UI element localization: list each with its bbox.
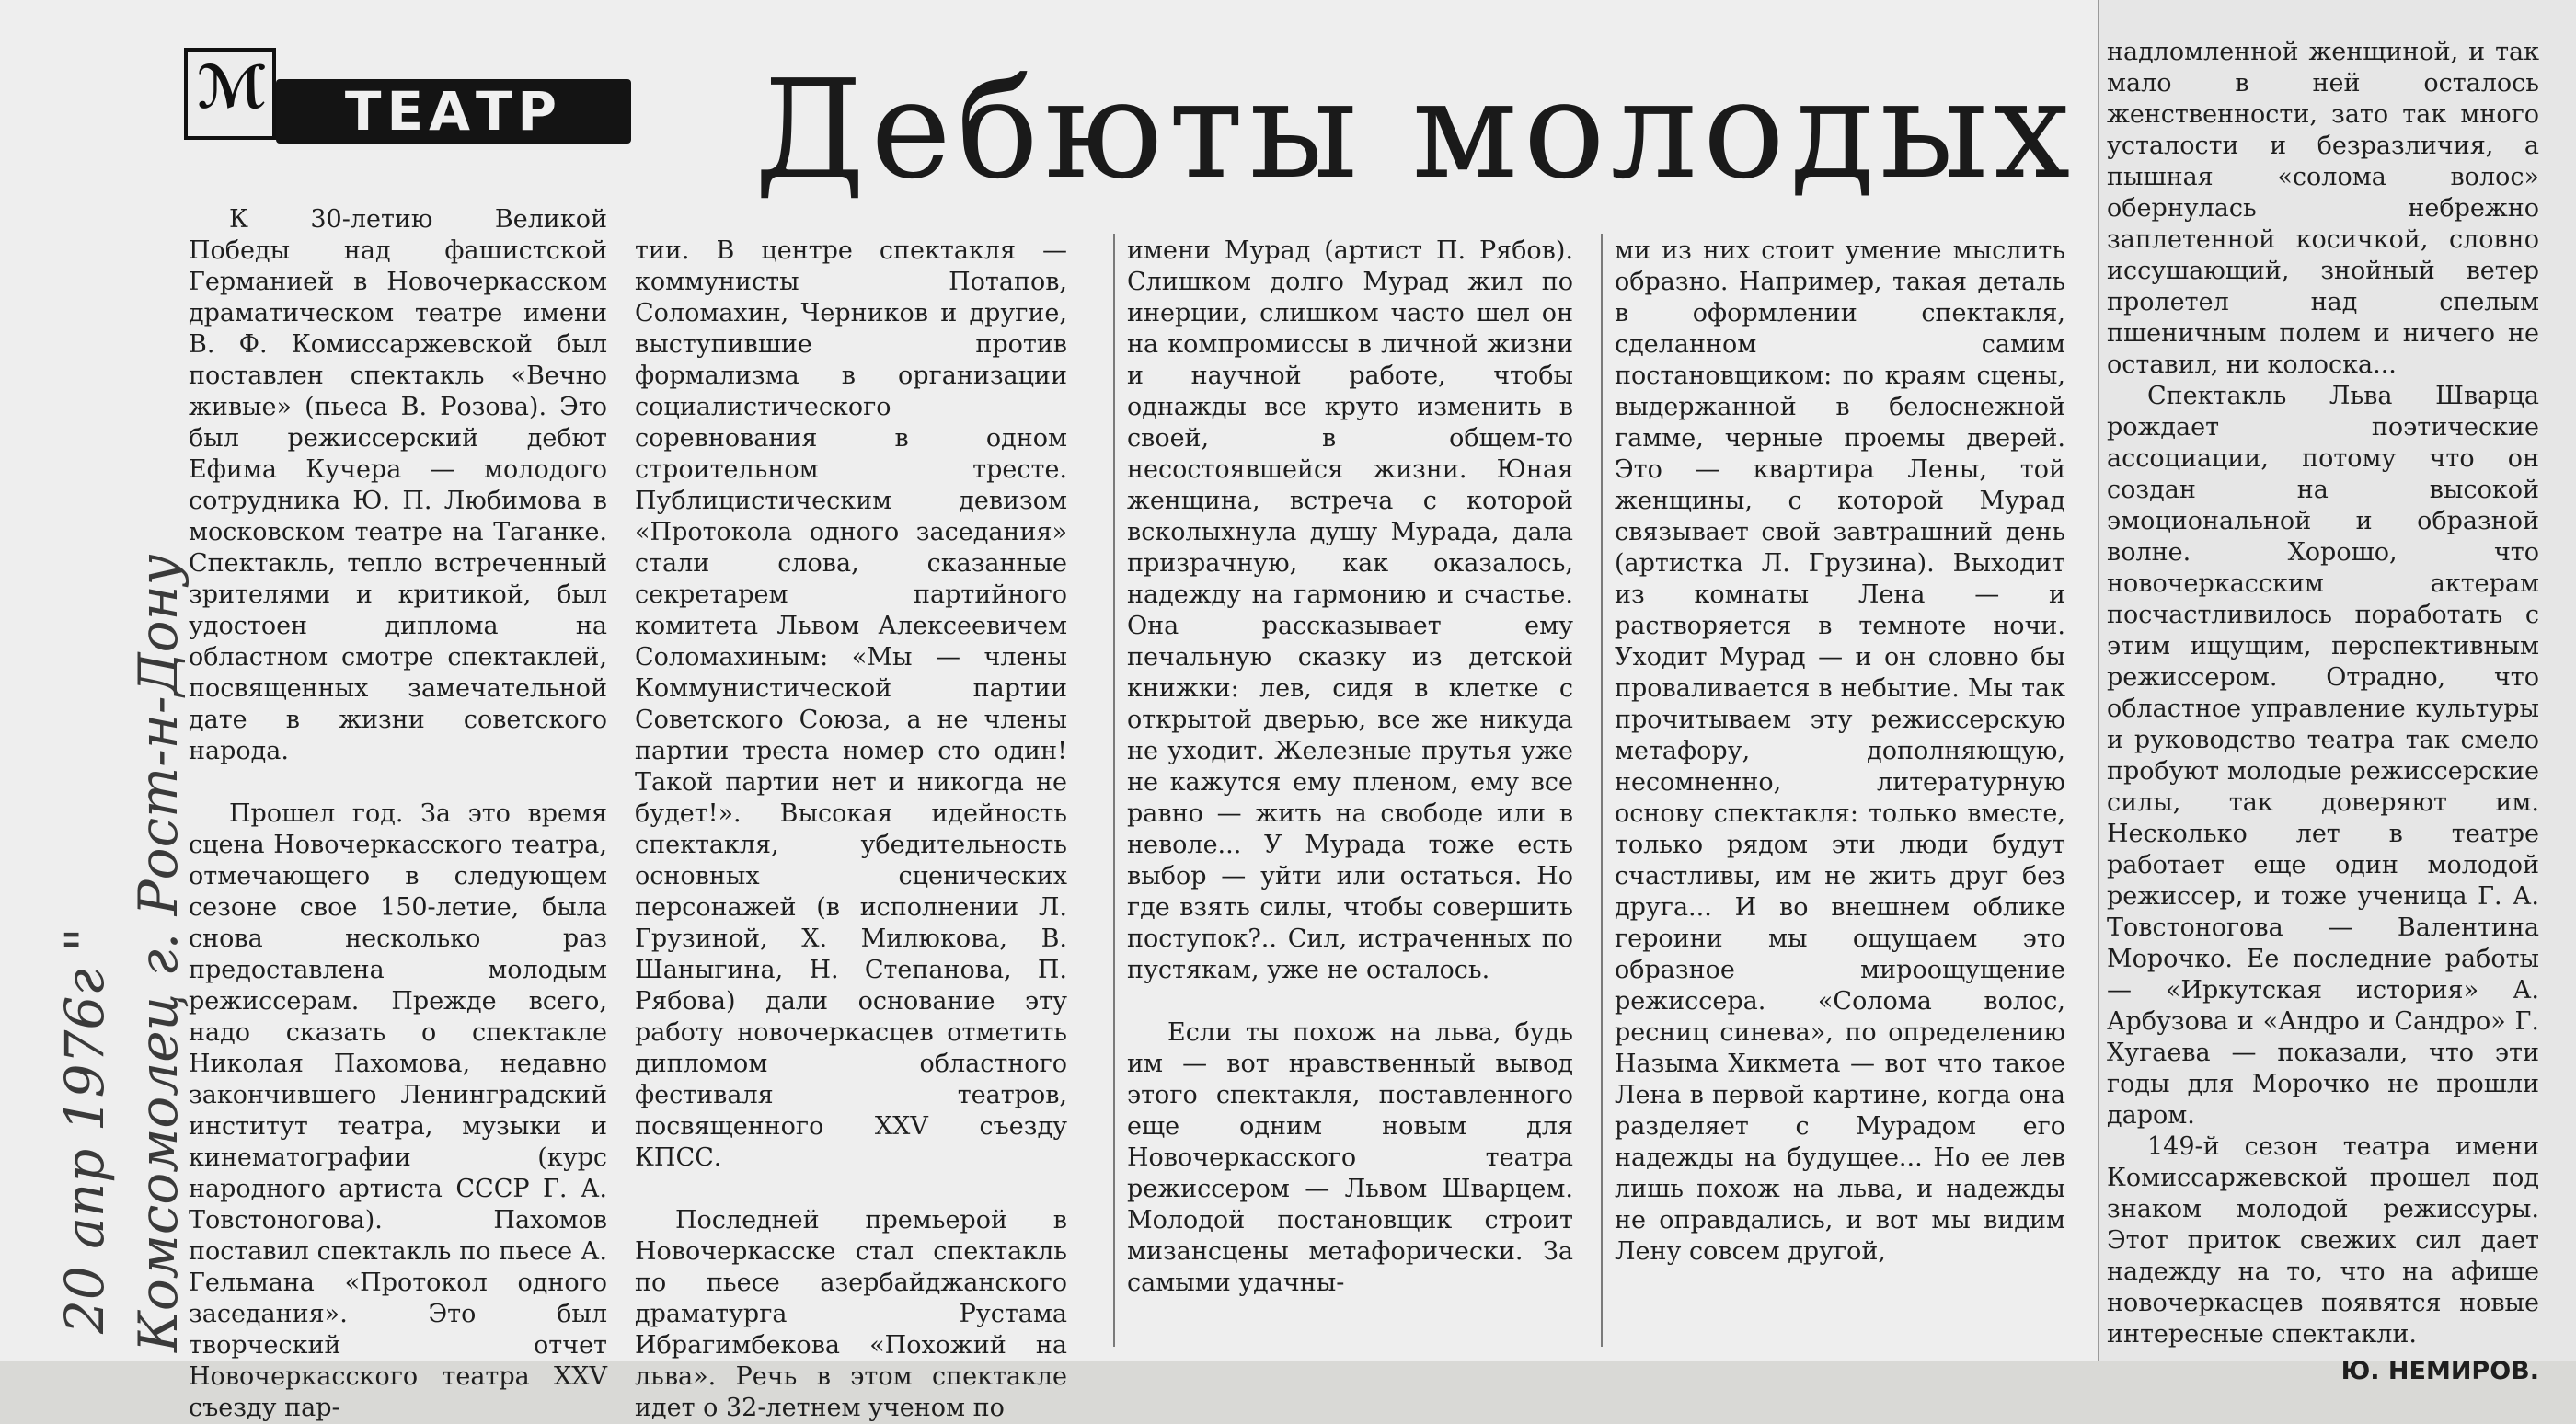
handwritten-source: Комсомолец г. Рост-н-Дону [127,554,190,1352]
paragraph: Последней премьерой в Новочеркасске стал спектакль по пьесе азербайджанского драматурга Рустама Ибрагимбекова «Похожий на льва». Речь в этом спектакле идет о 32-летнем ученом по [635,1206,1067,1422]
column-2 [635,235,1067,1424]
column-5 [2107,37,2539,1387]
column-4 [1615,235,2065,1268]
paragraph: ми из них стоит умение мыслить образно. Например, такая деталь в оформлении спектакля, сделанном самим постановщиком: по краям сцены, выдержанной в белоснежной гамме, черные проемы дверей. Это — квартира Лены, той женщины, с которой Мурад связывает свой завтрашний день (артистка Л. Грузина). Выходит из комнаты Лена — и растворяется в темноте ночи. Уходит Мурад — и он словно бы проваливается в небытие. Мы так прочитываем эту режиссерскую метафору, дополняющую, несомненно, литературную основу спектакля: только вместе, только рядом эти люди будут счастливы, им не жить друг без друга... И во внешнем облике героини мы ощущаем это образное мироощущение режиссера. «Солома волос, ресниц синева», по определению Назыма Хикмета — вот что такое Лена в первой картине, когда она разделяет с Мурадом его надежды на будущее... Но ее лев лишь похож на льва, и надежды не оправдались, и вот мы видим Лену совсем другой, [1615,236,2065,1266]
paragraph: Спектакль Льва Шварца рождает поэтические ассоциации, потому что он создан на высокой эмоциональной и образной волне. Хорошо, что новочеркасским актерам посчастливилось поработать с этим ищущим, перспективным режиссером. Отрадно, что областное управление культуры и руководство театра так смело пробуют молодые режиссерские силы, так доверяют им. Несколько лет в театре работает еще один молодой режиссер, и тоже ученица Г. А. Товстоногова — Валентина Морочко. Ее последние работы — «Иркутская история» А. Арбузова и «Андро и Сандро» Г. Хугаева — показали, что эти годы для Морочко не прошли даром. [2107,382,2539,1130]
paragraph: тии. В центре спектакля — коммунисты Потапов, Соломахин, Черников и другие, выступившие против формализма в организации социалистического соревнования в одном строительном тресте. Публицистическим девизом «Протокола одного заседания» стали слова, сказанные секретарем партийного комитета Львом Алексеевичем Соломахиным: «Мы — члены Коммунистической партии Советского Союза, а не члены партии треста номер сто один! Такой партии нет и никогда не будет!». Высокая идейность спектакля, убедительность основных сценических персонажей (в исполнении Л. Грузиной, Х. Милюкова, В. Шаныгина, Н. Степанова, П. Рябова) дали основание эту работу новочеркасцев отметить дипломом областного фестиваля театров, посвященного XXV съезду КПСС. [635,236,1067,1172]
paragraph: имени Мурад (артист П. Рябов). Слишком долго Мурад жил по инерции, слишком часто шел он на компромиссы в личной жизни и научной работе, чтобы однажды все круто изменить в своей, в общем-то несостоявшейся жизни. Юная женщина, встреча с которой всколыхнула душу Мурада, дала призрачную, как оказалось, надежду на гармонию и счастье. Она рассказывает ему печальную сказку из детской книжки: лев, сидя в клетке с открытой дверью, все же никуда не уходит. Железные прутья уже не кажутся ему пленом, ему все равно — жить на свободе или в неволе... У Мурада тоже есть выбор — уйти или остаться. Но где взять силы, чтобы совершить поступок?.. Сил, истраченных по пустякам, уже не осталось. [1127,236,1573,984]
column-3 [1127,235,1573,1299]
column-divider [1601,234,1603,1347]
paragraph: 149-й сезон театра имени Комиссаржевской прошел под знаком молодой режиссуры. Этот приток свежих сил дает надежду на то, что на афише новочеркасцев появятся новые интересные спектакли. [2107,1132,2539,1349]
rubric-logo-icon: ℳ [184,48,276,140]
handwritten-date: 20 апр 1976г " [53,927,116,1334]
paragraph: Если ты похож на льва, будь им — вот нравственный вывод этого спектакля, поставленного еще одним новым для Новочеркасского театра режиссером — Львом Шварцем. Молодой постановщик строит мизансцены метафорически. За самыми удачны- [1127,1018,1573,1297]
column-1 [189,204,607,1424]
author-signature: Ю. НЕМИРОВ. [2340,1357,2539,1385]
paragraph: Прошел год. За это время сцена Новочеркасского театра, отмечающего в следующем сезоне свое 150-летие, была снова несколько раз предоставлена молодым режиссерам. Прежде всего, надо сказать о спектакле Николая Пахомова, недавно закончившего Ленинградский институт театра, музыки и кинематографии (курс народного артиста СССР Г. А. Товстоногова). Пахомов поставил спектакль по пьесе А. Гельмана «Протокол одного заседания». Это был творческий отчет Новочеркасского театра XXV съезду пар- [189,799,607,1422]
article-headline: Дебюты молодых [754,51,2076,209]
paragraph: надломленной женщиной, и так мало в ней осталось женственности, зато так много усталости и безразличия, а пышная «солома волос» обернулась небрежно заплетенной косичкой, словно иссушающий, знойный ветер пролетел над спелым пшеничным полем и ничего не оставил, ни колоска... [2107,38,2539,379]
column-divider [1113,234,1115,1347]
clipping-edge [2098,0,2099,1361]
paragraph: К 30-летию Великой Победы над фашистской Германией в Новочеркасском драматическом театре имени В. Ф. Комиссаржевской был поставлен спектакль «Вечно живые» (пьеса В. Розова). Это был режиссерский дебют Ефима Кучера — молодого сотрудника Ю. П. Любимова в московском театре на Таганке. Спектакль, тепло встреченный зрителями и критикой, был удостоен диплома на областном смотре спектаклей, посвященных замечательной дате в жизни советского народа. [189,205,607,765]
rubric-label: ТЕАТР [276,79,631,144]
